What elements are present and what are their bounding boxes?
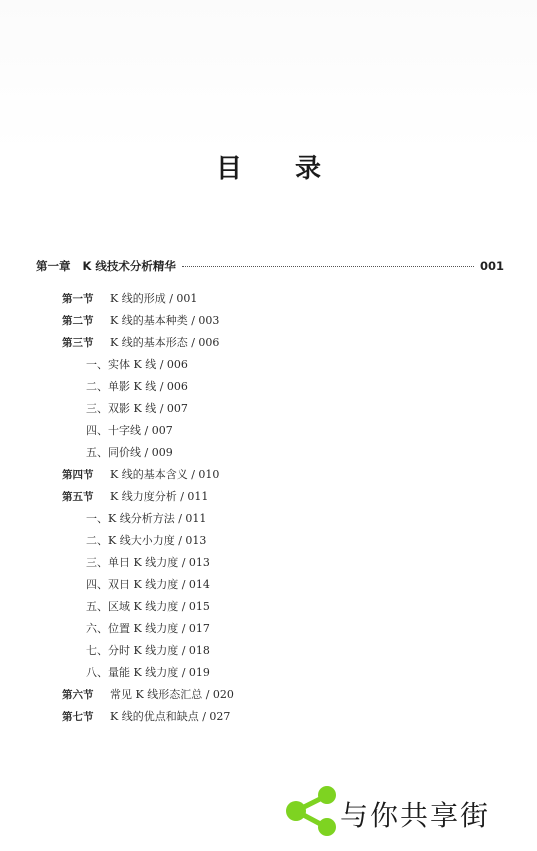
section-number: 第一节 [62,293,94,305]
toc-section-entry[interactable] [62,290,197,306]
toc-section-entry[interactable] [62,466,219,482]
toc-subsection-entry[interactable] [86,620,210,636]
entry-text: 二、K 线大小力度 / 013 [86,534,207,547]
toc-subsection-entry[interactable] [86,356,188,372]
entry-text: 四、十字线 / 007 [86,424,173,437]
entry-text: 三、双影 K 线 / 007 [86,402,188,415]
toc-subsection-entry[interactable] [86,554,210,570]
entry-text: 五、区域 K 线力度 / 015 [86,600,210,613]
toc-title: 目 录 [215,154,344,184]
toc-section-entry[interactable] [62,488,208,504]
entry-text: 一、K 线分析方法 / 011 [86,512,207,525]
share-icon [282,784,342,836]
watermark-logo [282,784,532,836]
entry-text: 三、单日 K 线力度 / 013 [86,556,210,569]
section-number: 第七节 [62,711,94,723]
entry-text: 五、同价线 / 009 [86,446,173,459]
entry-text: K 线的基本种类 / 003 [110,314,220,327]
watermark-text: 与你共享街 [340,799,491,832]
entry-text: 八、量能 K 线力度 / 019 [86,666,210,679]
section-number: 第四节 [62,469,94,481]
section-number: 第三节 [62,337,94,349]
toc-subsection-entry[interactable] [86,642,210,658]
toc-subsection-entry[interactable] [86,422,173,438]
entry-text: K 线的基本形态 / 006 [110,336,220,349]
toc-subsection-entry[interactable] [86,664,210,680]
entry-text: 六、位置 K 线力度 / 017 [86,622,210,635]
toc-subsection-entry[interactable] [86,510,206,526]
entry-text: 七、分时 K 线力度 / 018 [86,644,210,657]
toc-subsection-entry[interactable] [86,400,188,416]
entry-text: K 线的形成 / 001 [110,292,198,305]
toc-subsection-entry[interactable] [86,598,210,614]
section-number: 第六节 [62,689,94,701]
toc-section-entry[interactable] [62,686,234,702]
entry-text: 常见 K 线形态汇总 / 020 [110,688,234,701]
toc-subsection-entry[interactable] [86,576,210,592]
toc-section-entry[interactable] [62,708,230,724]
entry-text: K 线力度分析 / 011 [110,490,209,503]
entry-text: K 线的优点和缺点 / 027 [110,710,231,723]
toc-subsection-entry[interactable] [86,378,188,394]
chapter-number: 第一章 [36,259,71,273]
entry-text: 四、双日 K 线力度 / 014 [86,578,210,591]
chapter-title: K 线技术分析精华 [82,259,176,273]
entry-text: K 线的基本含义 / 010 [110,468,220,481]
toc-section-entry[interactable] [62,334,219,350]
chapter-page-number: 001 [479,259,504,273]
toc-subsection-entry[interactable] [86,532,206,548]
section-number: 第五节 [62,491,94,503]
entry-text: 一、实体 K 线 / 006 [86,358,188,371]
entry-text: 二、单影 K 线 / 006 [86,380,188,393]
section-number: 第二节 [62,315,94,327]
toc-section-entry[interactable] [62,312,219,328]
toc-subsection-entry[interactable] [86,444,173,460]
